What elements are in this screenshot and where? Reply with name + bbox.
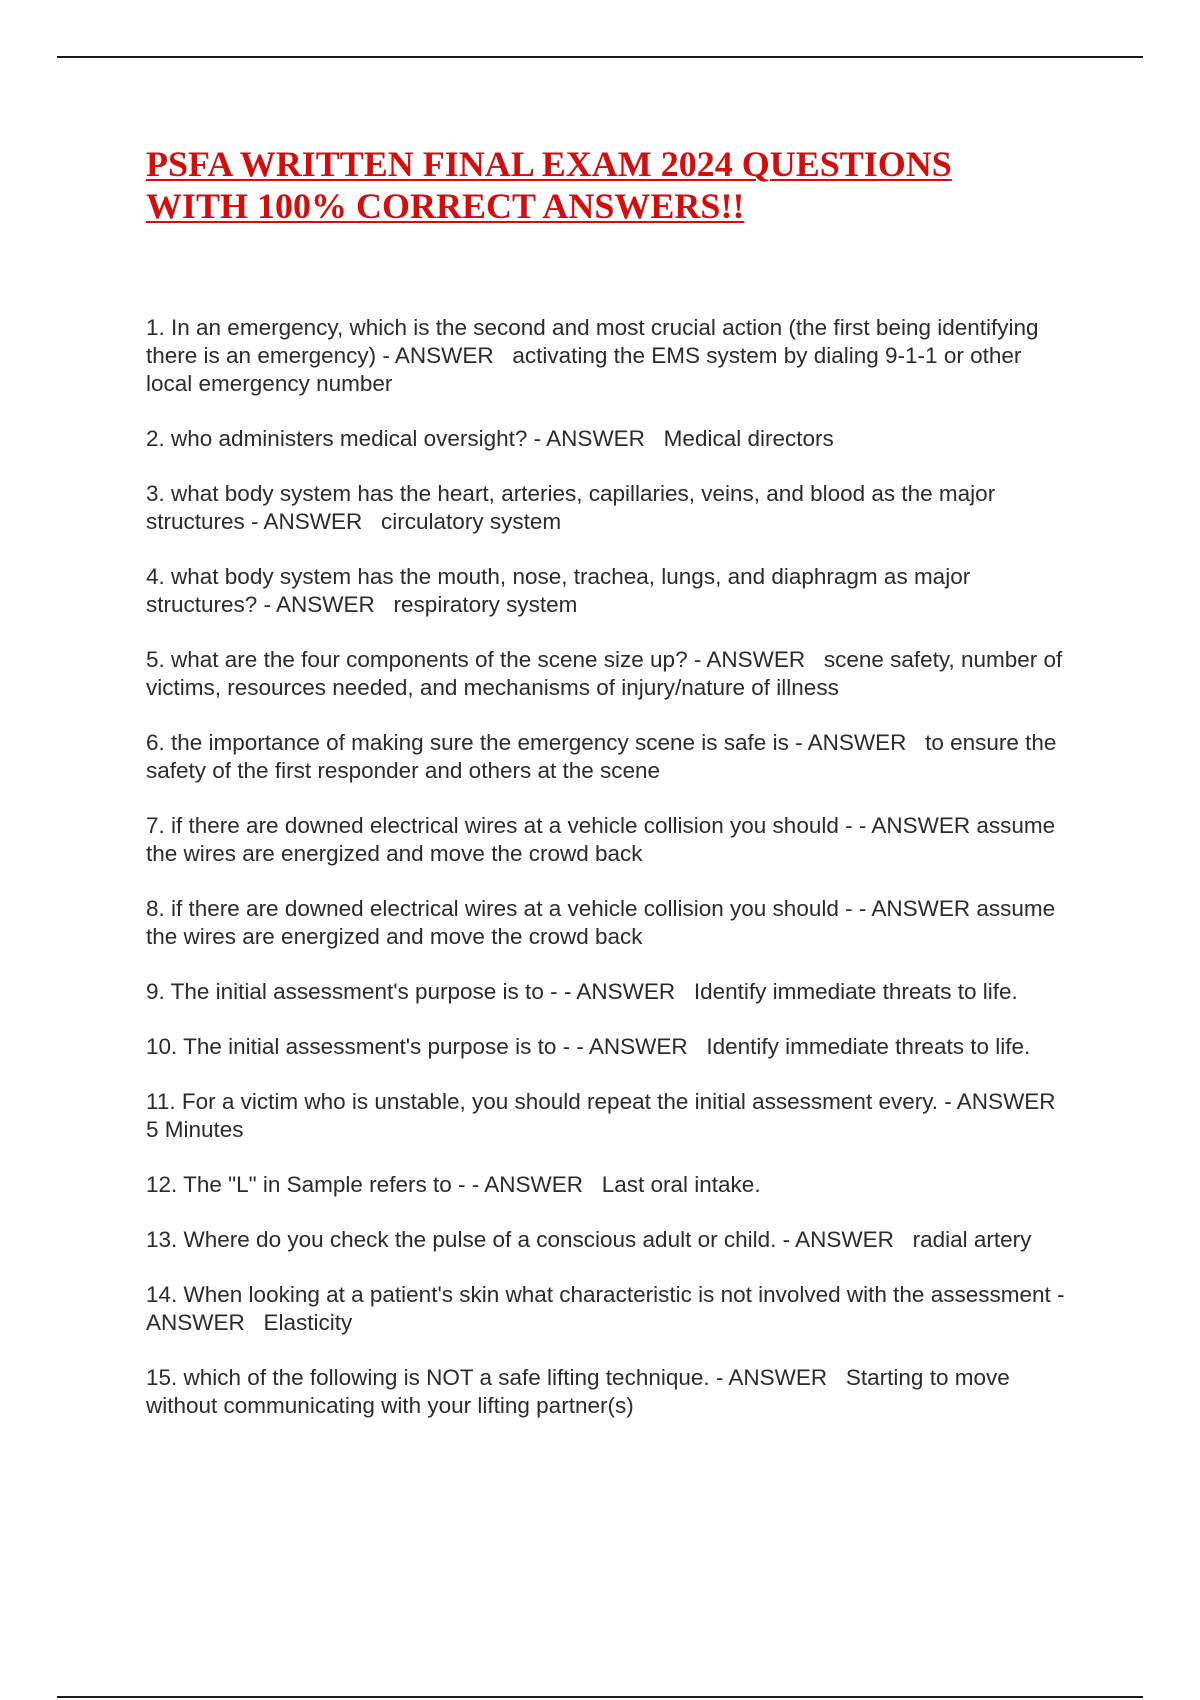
qa-item-12: 12. The "L" in Sample refers to - - ANSWER Last oral intake.: [146, 1172, 761, 1197]
qa-item-14: 14. When looking at a patient's skin what characteristic is not involved with the assessment - ANSWER Elasticity: [146, 1282, 1070, 1335]
qa-item-3: 3. what body system has the heart, arteries, capillaries, veins, and blood as the major structures - ANSWER circulatory system: [146, 481, 1002, 534]
qa-item-10: 10. The initial assessment's purpose is to - - ANSWER Identify immediate threats to life.: [146, 1034, 1031, 1059]
qa-item-11: 11. For a victim who is unstable, you should repeat the initial assessment every. - ANSWER 5 Minutes: [146, 1089, 1075, 1142]
qa-item-7: 7. if there are downed electrical wires at a vehicle collision you should - - ANSWER assume the wires are energized and move the crowd back: [146, 813, 1062, 866]
title-line-2: WITH 100% CORRECT ANSWERS!!: [146, 186, 745, 226]
qa-item-2: 2. who administers medical oversight? - ANSWER Medical directors: [146, 426, 834, 451]
qa-item-6: 6. the importance of making sure the emergency scene is safe is - ANSWER to ensure the safety of the first responder and others at the scene: [146, 730, 1063, 783]
bottom-rule: [57, 1696, 1143, 1698]
qa-item-1: 1. In an emergency, which is the second and most crucial action (the first being identifying there is an emergency) - ANSWER activating the EMS system by dialing 9-1-1 or other local emergency number: [146, 315, 1045, 396]
qa-item-15: 15. which of the following is NOT a safe lifting technique. - ANSWER Starting to move without communicating with your lifting partner(s): [146, 1365, 1016, 1418]
title-line-1: PSFA WRITTEN FINAL EXAM 2024 QUESTIONS: [146, 144, 952, 184]
qa-item-9: 9. The initial assessment's purpose is to - - ANSWER Identify immediate threats to life.: [146, 979, 1018, 1004]
question-answer-list: [146, 314, 1075, 1447]
qa-item-8: 8. if there are downed electrical wires at a vehicle collision you should - - ANSWER assume the wires are energized and move the crowd back: [146, 896, 1062, 949]
qa-item-5: 5. what are the four components of the scene size up? - ANSWER scene safety, number of victims, resources needed, and mechanisms of injury/nature of illness: [146, 647, 1069, 700]
document-title: [146, 143, 1006, 227]
qa-item-4: 4. what body system has the mouth, nose, trachea, lungs, and diaphragm as major structures? - ANSWER respiratory system: [146, 564, 977, 617]
top-rule: [57, 56, 1143, 58]
qa-item-13: 13. Where do you check the pulse of a conscious adult or child. - ANSWER radial artery: [146, 1227, 1032, 1252]
